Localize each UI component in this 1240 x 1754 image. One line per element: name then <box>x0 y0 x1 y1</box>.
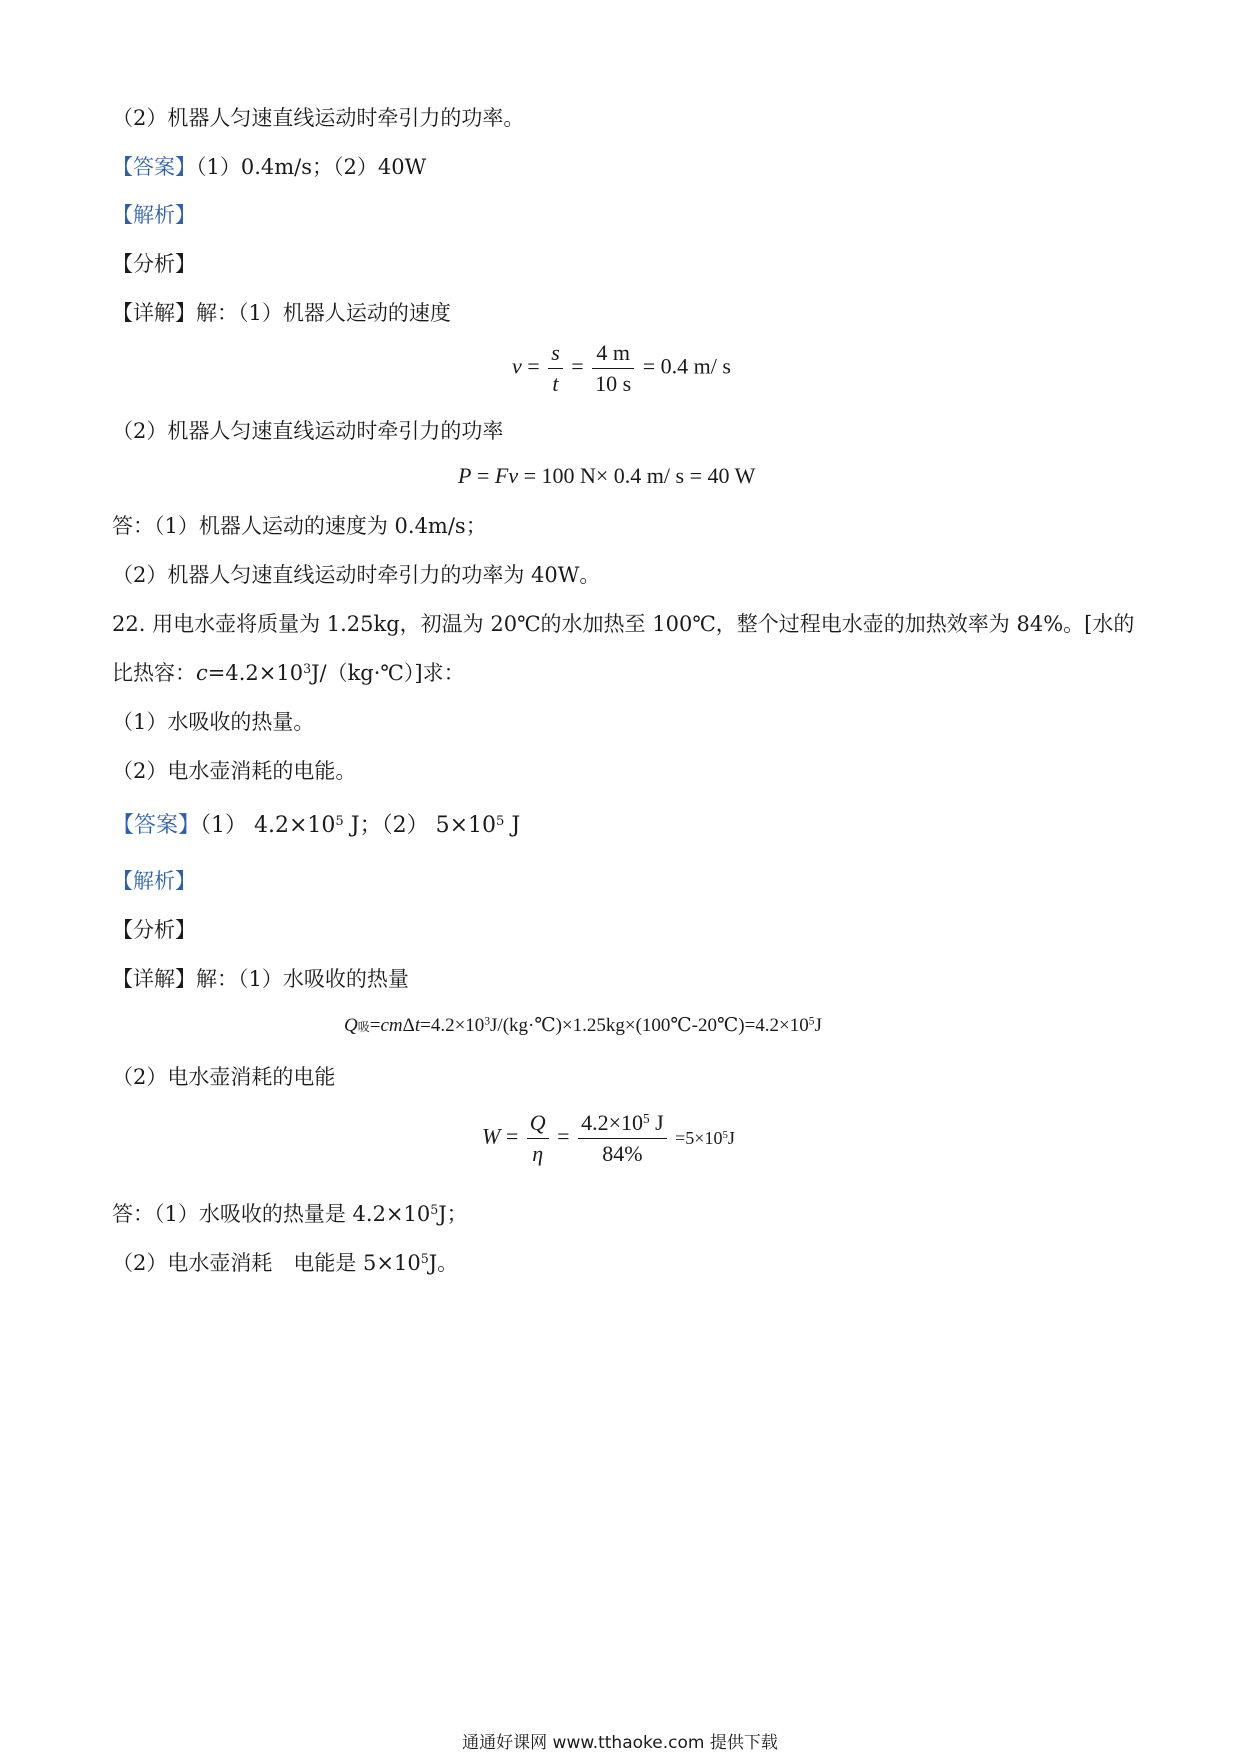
analysis-tag-22: 【解析】 <box>112 869 196 893</box>
answer-tag: 【答案】 <box>112 813 201 838</box>
fenxi-tag-21: 【分析】 <box>112 252 196 276</box>
equation-velocity <box>512 340 731 397</box>
eq-sign: = <box>527 353 540 379</box>
detail-tag: 【详解】 <box>112 967 196 991</box>
fraction-Q-over-eta: $\frac{Q}{\eta}$ <box>527 1110 549 1167</box>
final-answer-21-1: 答：（1）机器人运动的速度为 0.4m/s； <box>112 514 487 538</box>
fraction-energy: $\frac{4.2\times 10^5 J}{84\%}$ <box>578 1110 667 1167</box>
detail-21 <box>112 299 451 327</box>
final-answer-22-1: 答：（1）水吸收的热量是 $4.2\times 10^5J$； <box>112 1202 468 1226</box>
detail-text: 解：（1）水吸收的热量 <box>196 967 409 991</box>
eq-sign: = <box>571 353 584 379</box>
answer-22: 【答案】（1） $4.2\times 10^5$ J；（2） $5\times 10^5$ J <box>112 813 521 838</box>
eq-symbol: v <box>512 353 522 379</box>
final-answer-21-2: （2）机器人匀速直线运动时牵引力的功率为 40W。 <box>112 563 601 587</box>
answer-21 <box>112 153 426 181</box>
question-22-part2: （2）电水壶消耗的电能。 <box>112 759 357 783</box>
analysis-tag-21: 【解析】 <box>112 203 196 227</box>
step-22-2: （2）电水壶消耗的电能 <box>112 1065 336 1089</box>
equation-power: P = Fv = 100 N× 0.4 m/ s = 40 W <box>458 463 756 488</box>
detail-22 <box>112 965 409 993</box>
final-answer-22-2: （2）电水壶消耗 电能是 $5\times 10^5J$。 <box>112 1251 459 1275</box>
fraction-s-over-t: $\frac{s}{t}$ <box>548 340 563 397</box>
answer-tag: 【答案】 <box>112 155 196 179</box>
question-21-part2: （2）机器人匀速直线运动时牵引力的功率。 <box>112 106 525 130</box>
page-footer: 通通好课网 www.tthaoke.com 提供下载 <box>462 1733 778 1753</box>
question-22-line2: 比热容：$c=4.2\times 10^3J/(kg\cdot℃)$]求： <box>112 661 465 685</box>
eq-result: = 0.4 m/ s <box>642 353 731 379</box>
detail-text: 解：（1）机器人运动的速度 <box>196 301 451 325</box>
question-22-line1: 22. 用电水壶将质量为 1.25kg，初温为 20℃的水加热至 100℃，整个过程电水壶的加热效率为 84%。[水的 <box>112 612 1135 636</box>
step-21-2: （2）机器人匀速直线运动时牵引力的功率 <box>112 419 504 443</box>
detail-tag: 【详解】 <box>112 301 196 325</box>
fraction-4m-over-10s: $\frac{4 m}{10 s}$ <box>592 340 634 397</box>
question-22-part1: （1）水吸收的热量。 <box>112 710 315 734</box>
equation-heat: Q吸$=cm\Delta t=4.2\times 10^3J/(kg\cdot℃)\times 1.25kg\times(100℃-20℃)=4.2\times 10^5J$ <box>344 1015 822 1036</box>
equation-energy: W = $\frac{Q}{\eta}$ = $\frac{4.2\times 10^5 J}{84\%}$ $=5\times 10^5J$ <box>482 1110 735 1166</box>
fenxi-tag-22: 【分析】 <box>112 918 196 942</box>
answer-text: （1）0.4m/s；（2）40W <box>196 155 427 179</box>
